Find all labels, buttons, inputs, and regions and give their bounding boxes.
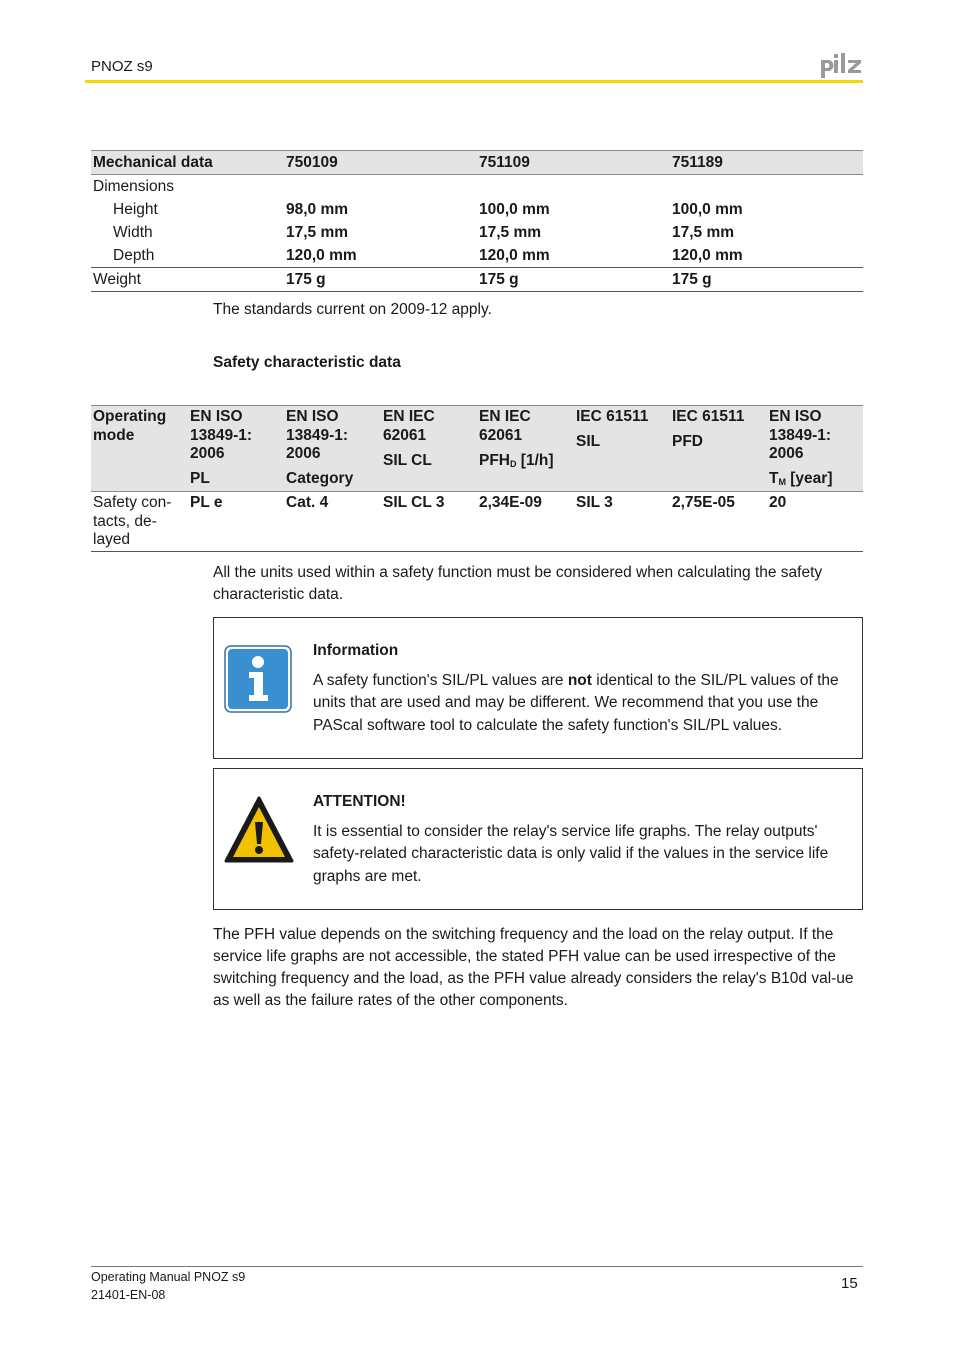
table-cell: 2,75E-05 [672, 494, 735, 511]
table-cell: 17,5 mm [479, 224, 542, 241]
document-title: PNOZ s9 [91, 58, 153, 75]
header-subscript: D [510, 459, 517, 469]
header-line: 62061 [383, 426, 427, 444]
header-line: Operating [93, 408, 167, 425]
info-icon [224, 645, 292, 718]
column-header [190, 408, 282, 487]
header-line: PFD [672, 433, 703, 450]
header-text: T [769, 470, 779, 487]
header-line: SIL [576, 433, 601, 450]
column-header: 750109 [286, 154, 338, 171]
column-header [479, 408, 571, 469]
table-row [91, 221, 863, 244]
section-heading: Safety characteristic data [213, 354, 401, 371]
row-label: Dimensions [93, 178, 174, 195]
row-label: Width [113, 224, 153, 241]
header-line: Category [286, 470, 354, 487]
header-text: [1/h] [516, 452, 554, 469]
table-cell: 120,0 mm [672, 247, 743, 264]
row-label [93, 494, 181, 550]
table-cell: 175 g [672, 271, 712, 288]
notice-text-part: A safety function's SIL/PL values are [313, 672, 568, 689]
table-cell: 100,0 mm [672, 201, 743, 218]
label-line: tacts, de- [93, 512, 157, 530]
header-line: 2006 [190, 445, 225, 462]
table-row [91, 492, 863, 552]
information-notice [213, 617, 863, 759]
header-line: EN ISO [769, 408, 822, 425]
table-header-row [91, 150, 863, 175]
mechanical-data-table [91, 150, 863, 292]
header-line: PL [190, 470, 210, 487]
header-line [479, 452, 554, 474]
table-cell: 175 g [479, 271, 519, 288]
header-line [769, 470, 833, 492]
body-paragraph: The PFH value depends on the switching frequency and the load on the relay output. If the service life graphs are not accessible, the stated PFH value can be used irrespective of the switching frequency and the load, as the PFH value already considers the relay's B10d val-ue as well as the failure rates of the other components. [213, 926, 854, 1009]
header-line: EN IEC [479, 408, 531, 425]
notice-title: Information [313, 642, 399, 659]
column-header [93, 408, 185, 445]
header-line: 13849-1: [286, 426, 349, 444]
table-cell: 175 g [286, 271, 326, 288]
attention-notice [213, 768, 863, 910]
table-cell: 120,0 mm [479, 247, 550, 264]
header-line: 13849-1: [769, 426, 832, 444]
row-label: Height [113, 201, 158, 218]
row-label: Depth [113, 247, 155, 264]
standards-note: The standards current on 2009-12 apply. [213, 301, 492, 318]
table-cell: 98,0 mm [286, 201, 349, 218]
header-text: [year] [785, 470, 833, 487]
notice-text-emphasis: not [567, 672, 592, 689]
table-cell: SIL CL 3 [383, 494, 445, 511]
column-header [383, 408, 475, 469]
table-cell: 17,5 mm [672, 224, 735, 241]
header-line: EN ISO [286, 408, 339, 425]
column-header [576, 408, 668, 450]
label-line: layed [93, 531, 131, 548]
header-line: IEC 61511 [672, 408, 745, 425]
header-accent-rule [85, 80, 863, 83]
column-header [769, 408, 861, 487]
table-cell: SIL 3 [576, 494, 613, 511]
notice-title: ATTENTION! [313, 793, 406, 810]
header-line: EN IEC [383, 408, 435, 425]
table-cell: 20 [769, 494, 787, 511]
header-line: 2006 [286, 445, 321, 462]
column-header [286, 408, 378, 487]
warning-icon [224, 795, 294, 870]
column-header: 751189 [672, 154, 723, 171]
table-row [91, 267, 863, 292]
body-paragraph: All the units used within a safety function must be considered when calculating the safety characteristic data. [213, 564, 823, 603]
table-row [91, 198, 863, 221]
pilz-logo-mark [820, 52, 864, 80]
column-header: Mechanical data [93, 154, 213, 171]
header-line: IEC 61511 [576, 408, 649, 425]
table-header-row [91, 405, 863, 492]
table-row [91, 244, 863, 267]
column-header [672, 408, 764, 450]
notice-text-part: identical to the SIL/PL values of the units that are used and may be different. We recommend that you use the PAScal software tool to calculate the safety function's SIL/PL values. [313, 672, 839, 734]
header-text: PFH [479, 452, 510, 469]
table-cell: Cat. 4 [286, 494, 329, 511]
header-line: mode [93, 426, 135, 444]
notice-text: It is essential to consider the relay's service life graphs. The relay outputs' safety-related characteristic data is only valid if the values in the service life graphs are met. [313, 823, 829, 885]
table-cell: 100,0 mm [479, 201, 550, 218]
footer-doc-number: 21401-EN-08 [91, 1288, 166, 1302]
footer-rule [91, 1266, 863, 1267]
label-line: Safety con- [93, 494, 172, 511]
header-subscript: M [778, 477, 786, 487]
page-number: 15 [841, 1275, 858, 1292]
safety-characteristic-table [91, 405, 863, 552]
table-row [91, 175, 863, 198]
notice-text [313, 670, 853, 737]
header-line: 13849-1: [190, 426, 253, 444]
column-header: 751109 [479, 154, 530, 171]
table-cell: 120,0 mm [286, 247, 357, 264]
header-line: EN ISO [190, 408, 243, 425]
header-line: 62061 [479, 426, 523, 444]
table-cell: 2,34E-09 [479, 494, 542, 511]
table-cell: 17,5 mm [286, 224, 349, 241]
footer-manual-title: Operating Manual PNOZ s9 [91, 1270, 246, 1284]
header-line: 2006 [769, 445, 804, 462]
table-cell: PL e [190, 494, 223, 511]
row-label: Weight [93, 271, 141, 288]
header-line: SIL CL [383, 452, 432, 469]
